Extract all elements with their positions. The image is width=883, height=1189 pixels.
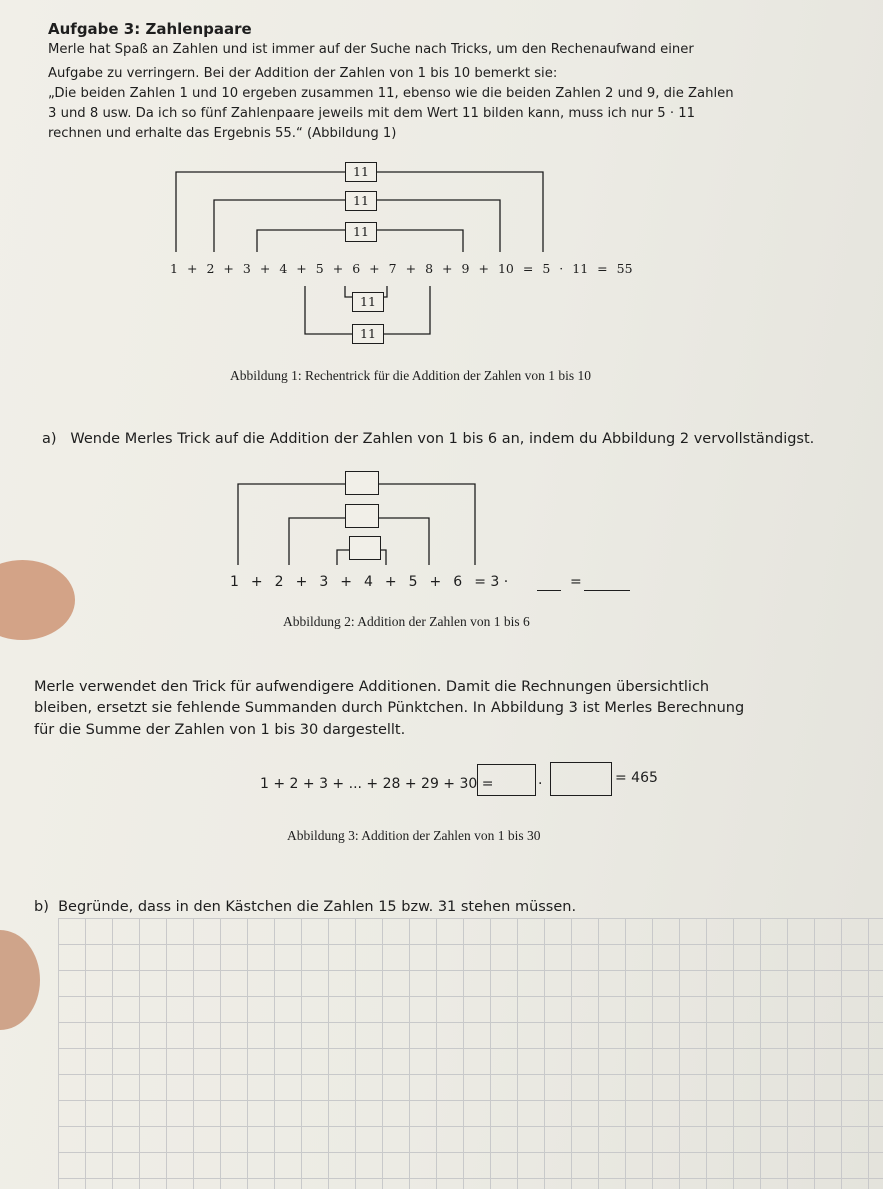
figure1-box: 11 <box>345 162 377 182</box>
figure3-answer-box[interactable] <box>477 764 536 796</box>
figure1-box: 11 <box>352 324 384 344</box>
figure2-equation: 1 + 2 + 3 + 4 + 5 + 6 = 3 · <box>230 574 509 590</box>
task-title: Aufgabe 3: Zahlenpaare <box>48 20 252 38</box>
figure3-answer-box[interactable] <box>550 762 612 796</box>
intro-line-5: rechnen und erhalte das Ergebnis 55.“ (Abbildung 1) <box>48 126 397 141</box>
task-a: a) Wende Merles Trick auf die Addition der Zahlen von 1 bis 6 an, indem du Abbildung 2 vervollständigst. <box>42 431 815 447</box>
figure2-caption: Abbildung 2: Addition der Zahlen von 1 bis 6 <box>283 614 530 629</box>
answer-grid[interactable] <box>58 918 883 1189</box>
figure2-answer-box[interactable] <box>345 504 379 528</box>
figure3-left: 1 + 2 + 3 + ... + 28 + 29 + 30 = <box>260 776 494 792</box>
intro-line-3: „Die beiden Zahlen 1 und 10 ergeben zusammen 11, ebenso wie die beiden Zahlen 2 und 9, die Zahlen <box>48 86 734 101</box>
figure2-equals: = <box>570 574 582 590</box>
intro-line-4: 3 und 8 usw. Da ich so fünf Zahlenpaare jeweils mit dem Wert 11 bilden kann, muss ich nur 5 · 11 <box>48 106 696 121</box>
task-b: b) Begründe, dass in den Kästchen die Zahlen 15 bzw. 31 stehen müssen. <box>34 899 577 915</box>
figure3-caption: Abbildung 3: Addition der Zahlen von 1 bis 30 <box>287 828 541 843</box>
paragraph2-line-3: für die Summe der Zahlen von 1 bis 30 dargestellt. <box>34 722 406 738</box>
figure2-answer-box[interactable] <box>349 536 381 560</box>
intro-line-1: Merle hat Spaß an Zahlen und ist immer auf der Suche nach Tricks, um den Rechenaufwand einer <box>48 42 694 57</box>
paragraph2-line-2: bleiben, ersetzt sie fehlende Summanden durch Pünktchen. In Abbildung 3 ist Merles Berechnung <box>34 700 745 716</box>
paragraph2-line-1: Merle verwendet den Trick für aufwendigere Additionen. Damit die Rechnungen übersichtlich <box>34 679 710 695</box>
figure3-dot: · <box>538 776 543 792</box>
figure3-result: = 465 <box>615 770 658 786</box>
figure1-box: 11 <box>345 222 377 242</box>
figure1-box: 11 <box>352 292 384 312</box>
intro-line-2: Aufgabe zu verringern. Bei der Addition der Zahlen von 1 bis 10 bemerkt sie: <box>48 66 558 81</box>
figure2-blank-result[interactable] <box>584 590 630 591</box>
figure1-caption: Abbildung 1: Rechentrick für die Addition der Zahlen von 1 bis 10 <box>230 368 592 383</box>
figure2-answer-box[interactable] <box>345 471 379 495</box>
figure1-equation: 1 + 2 + 3 + 4 + 5 + 6 + 7 + 8 + 9 + 10 = 5 · 11 = 55 <box>170 261 633 276</box>
figure2-blank-factor[interactable] <box>537 590 561 591</box>
figure1-box: 11 <box>345 191 377 211</box>
